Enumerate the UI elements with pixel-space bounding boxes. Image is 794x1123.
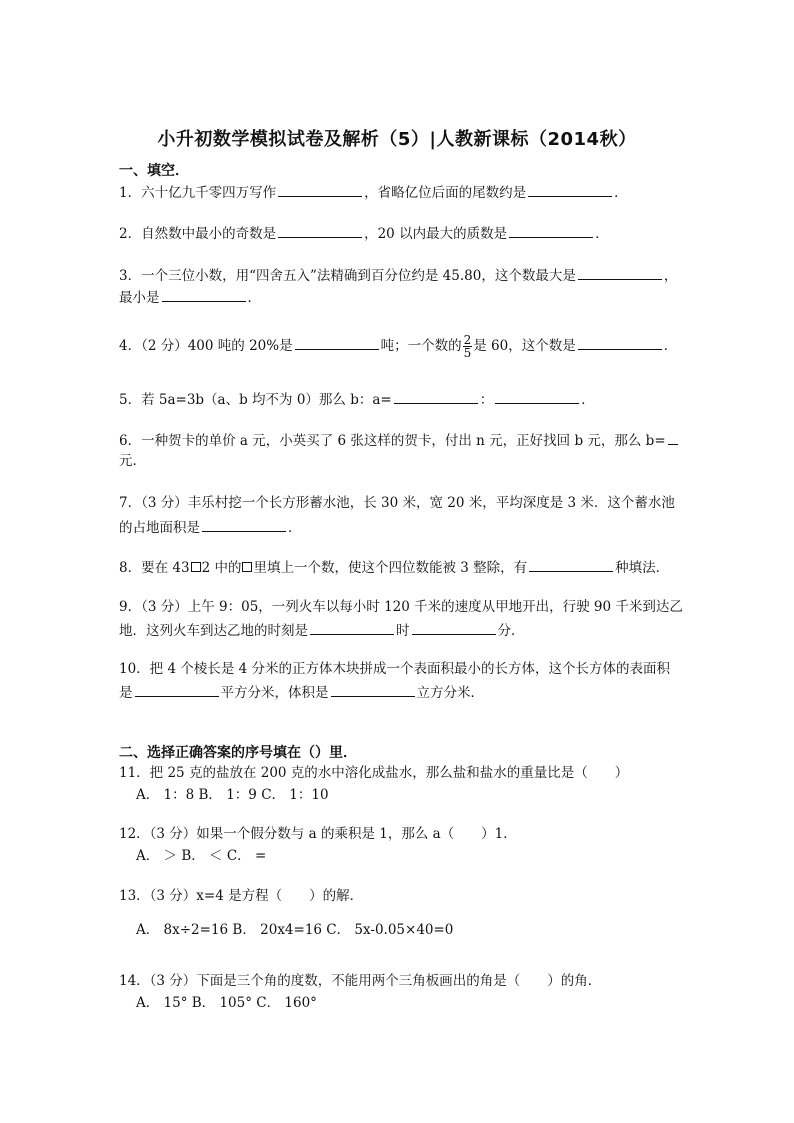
q10-text-l2a: 是 — [119, 685, 133, 701]
fraction-numerator: 2 — [463, 333, 472, 347]
q3-text-l2b: ． — [247, 290, 261, 306]
answer-blank — [529, 557, 613, 572]
empty-box-symbol — [242, 562, 252, 572]
q4-text-c: 是 60，这个数是 — [473, 338, 576, 354]
q1-text-c: ． — [614, 185, 628, 201]
q7-text-l2b: ． — [288, 520, 302, 536]
answer-blank — [278, 223, 362, 238]
q1-text-a: 1．六十亿九千零四万写作 — [119, 185, 277, 201]
q2-text-b: ，20 以内最大的质数是 — [364, 226, 508, 242]
fraction-denominator: 5 — [463, 346, 472, 360]
question-3-line-2 — [119, 287, 261, 307]
section-heading-multiple-choice: 二、选择正确答案的序号填在（）里． — [119, 745, 357, 761]
q3-text-b: ， — [663, 268, 678, 284]
question-5 — [119, 389, 595, 409]
question-14: 14．（3 分）下面是三个角的度数，不能用两个三角板画出的角是（ ）的角． — [119, 973, 602, 989]
question-13: 13．（3 分）x=4 是方程（ ）的解． — [119, 888, 364, 904]
answer-blank — [278, 182, 362, 197]
section-heading-fill-blank: 一、填空． — [119, 163, 189, 179]
answer-blank — [310, 620, 394, 635]
answer-blank — [509, 223, 593, 238]
question-9-line-2 — [119, 620, 525, 640]
q10-text-l2b: 平方分米，体积是 — [220, 685, 329, 701]
q8-text-b: 2 中的 — [201, 560, 242, 576]
q9-text-l2a: 地．这列火车到达乙地的时刻是 — [119, 623, 308, 639]
answer-blank — [135, 682, 219, 697]
q6-text-a: 6．一种贺卡的单价 a 元，小英买了 6 张这样的贺卡，付出 n 元，正好找回 b 元，那么 b= — [119, 433, 666, 449]
question-8 — [119, 557, 669, 577]
question-1 — [119, 182, 628, 202]
question-7 — [119, 494, 675, 512]
question-2 — [119, 223, 609, 243]
question-13-options: A． 8x÷2=16 B． 20x4=16 C． 5x-0.05×40=0 — [136, 922, 454, 938]
q4-text-a: 4．（2 分）400 吨的 20%是 — [119, 338, 293, 354]
question-12-options: A． ＞ B． ＜ C． = — [136, 848, 267, 864]
question-6 — [119, 430, 680, 450]
question-10-line-2 — [119, 682, 484, 702]
q5-text-b: ： — [479, 392, 494, 408]
q3-text-a: 3．一个三位小数，用“四舍五入”法精确到百分位约是 45.80，这个数最大是 — [119, 268, 576, 284]
question-10 — [119, 660, 670, 678]
answer-blank — [412, 620, 496, 635]
question-7-line-2 — [119, 517, 302, 537]
answer-blank — [578, 265, 662, 280]
q8-text-c: 里填上一个数，使这个四位数能被 3 整除，有 — [253, 560, 528, 576]
q8-text-d: 种填法． — [615, 560, 670, 576]
question-11-options: A． 1：8 B． 1：9 C． 1：10 — [136, 787, 329, 803]
answer-blank — [162, 287, 246, 302]
answer-blank — [578, 335, 662, 350]
answer-blank — [495, 389, 579, 404]
question-6-line-2 — [119, 452, 146, 470]
q5-text-c: ． — [581, 392, 595, 408]
q7-text-l2a: 的占地面积是 — [119, 520, 200, 536]
answer-blank — [202, 517, 286, 532]
question-3 — [119, 265, 677, 285]
q8-text-a: 8．要在 43 — [119, 560, 190, 576]
q5-text-a: 5．若 5a=3b（a、b 均不为 0）那么 b：a= — [119, 392, 392, 408]
question-12: 12．（3 分）如果一个假分数与 a 的乘积是 1，那么 a（ ）1． — [119, 826, 517, 842]
empty-box-symbol — [191, 562, 201, 572]
answer-blank — [668, 430, 678, 445]
q6-text-l2: 元． — [119, 453, 146, 469]
q4-text-d: ． — [663, 338, 678, 354]
q9-text-a: 9．（3 分）上午 9：05，一列火车以每小时 120 千米的速度从甲地开出，行驶 90 千米到达乙 — [119, 599, 683, 615]
answer-blank — [528, 182, 612, 197]
q10-text-l2c: 立方分米． — [416, 685, 484, 701]
question-14-options: A． 15° B． 105° C． 160° — [136, 995, 317, 1011]
answer-blank — [331, 682, 415, 697]
fraction-two-fifths — [463, 334, 473, 359]
q4-text-b: 吨；一个数的 — [380, 338, 462, 354]
q2-text-c: ． — [595, 226, 609, 242]
answer-blank — [394, 389, 478, 404]
q3-text-l2a: 最小是 — [119, 290, 160, 306]
q10-text-a: 10．把 4 个棱长是 4 分米的正方体木块拼成一个表面积最小的长方体，这个长方体的表面积 — [119, 661, 671, 677]
q1-text-b: ，省略亿位后面的尾数约是 — [364, 185, 527, 201]
page-title: 小升初数学模拟试卷及解析（5）|人教新课标（2014秋） — [157, 129, 637, 150]
question-11: 11．把 25 克的盐放在 200 克的水中溶化成盐水，那么盐和盐水的重量比是（ ） — [119, 765, 629, 781]
q9-text-l2c: 分． — [497, 623, 525, 639]
q9-text-l2b: 时 — [396, 623, 410, 639]
question-9 — [119, 598, 683, 616]
answer-blank — [295, 335, 379, 350]
q2-text-a: 2．自然数中最小的奇数是 — [119, 226, 277, 242]
q7-text-a: 7．（3 分）丰乐村挖一个长方形蓄水池，长 30 米，宽 20 米，平均深度是 3 米．这个蓄水池 — [119, 495, 675, 511]
question-4 — [119, 334, 677, 359]
